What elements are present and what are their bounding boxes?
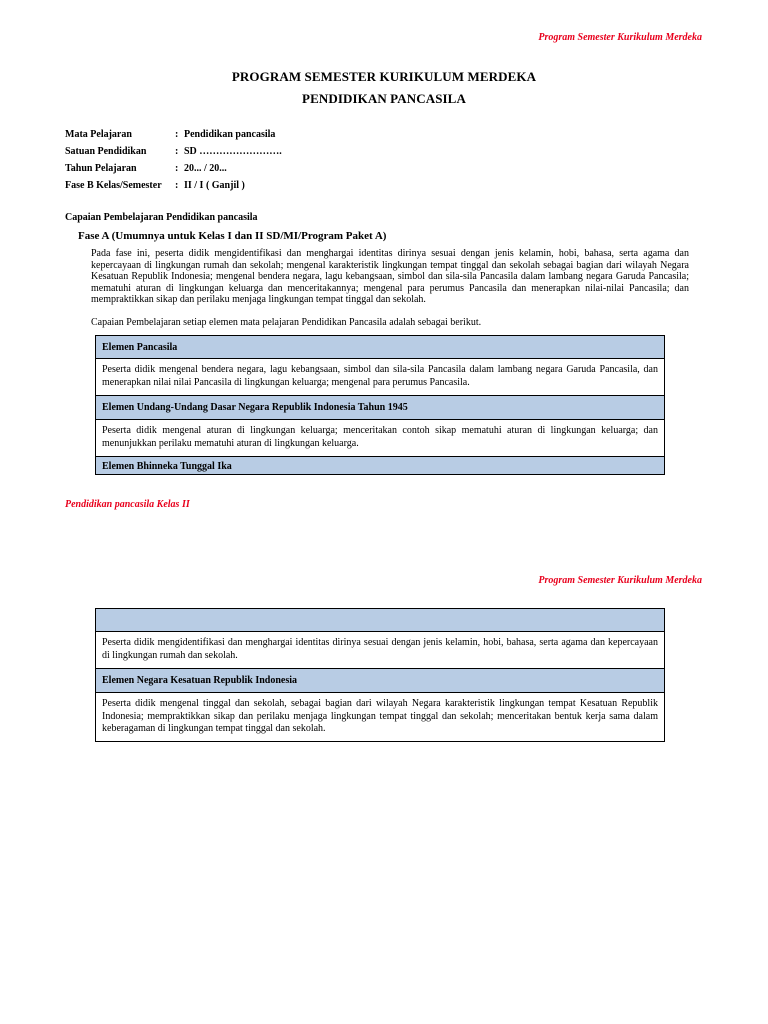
info-row-tahun-pelajaran bbox=[65, 160, 282, 177]
document-page-2 bbox=[0, 540, 768, 1024]
info-block bbox=[65, 126, 282, 194]
document-title: PROGRAM SEMESTER KURIKULUM MERDEKA bbox=[231, 69, 537, 84]
elements-intro-paragraph: Capaian Pembelajaran setiap elemen mata pelajaran Pendidikan Pancasila adalah sebagai berikut. bbox=[91, 317, 482, 328]
table-header-elemen-pancasila: Elemen Pancasila bbox=[96, 336, 664, 359]
fase-heading: Fase A (Umumnya untuk Kelas I dan II SD/MI/Program Paket A) bbox=[78, 230, 387, 242]
elements-table bbox=[95, 335, 665, 475]
table-header-elemen-nkri: Elemen Negara Kesatuan Republik Indonesia bbox=[96, 669, 664, 693]
document-subtitle: PENDIDIKAN PANCASILA bbox=[302, 91, 466, 106]
info-value: Pendidikan pancasila bbox=[184, 129, 276, 140]
info-label: Fase B Kelas/Semester bbox=[65, 180, 162, 191]
info-row-mata-pelajaran bbox=[65, 126, 282, 143]
info-value: 20... / 20... bbox=[184, 163, 227, 174]
table-header-elemen-uud-1945: Elemen Undang-Undang Dasar Negara Republik Indonesia Tahun 1945 bbox=[96, 396, 664, 420]
info-colon: : bbox=[175, 129, 179, 140]
capaian-heading: Capaian Pembelajaran Pendidikan pancasila bbox=[65, 212, 258, 223]
info-row-satuan-pendidikan bbox=[65, 143, 282, 160]
info-row-fase-kelas-semester bbox=[65, 177, 282, 194]
info-label: Tahun Pelajaran bbox=[65, 163, 137, 174]
info-value: SD ……………………. bbox=[184, 146, 282, 157]
running-header: Program Semester Kurikulum Merdeka bbox=[538, 32, 702, 43]
info-colon: : bbox=[175, 163, 179, 174]
info-label: Satuan Pendidikan bbox=[65, 146, 147, 157]
running-header: Program Semester Kurikulum Merdeka bbox=[538, 575, 702, 586]
info-value: II / I ( Ganjil ) bbox=[184, 180, 245, 191]
table-cell-elemen-nkri: Peserta didik mengenal tinggal dan sekolah, sebagai bagian dari wilayah Negara karakteristik lingkungan tempat Kesatuan Republik Indonesia; mempraktikkan sikap dan perilaku menjaga lingkungan tempat tinggal dan sekolah; menceritakan bentuk kerja sama dalam keberagaman di lingkungan tempat tinggal dan sekolah. bbox=[102, 698, 658, 735]
info-colon: : bbox=[175, 146, 179, 157]
table-cell-elemen-pancasila: Peserta didik mengenal bendera negara, lagu kebangsaan, simbol dan sila-sila Pancasila dalam lambang negara Garuda Pancasila, dan menerapkan nilai nilai Pancasila di lingkungan keluarga; mengenal para perumus Pancasila. bbox=[96, 359, 664, 396]
table-header-elemen-bhinneka: Elemen Bhinneka Tunggal Ika bbox=[96, 457, 664, 475]
elements-table-continued bbox=[95, 608, 665, 742]
table-cell-elemen-bhinneka: Peserta didik mengidentifikasi dan menghargai identitas dirinya sesuai dengan jenis kelamin, hobi, bahasa, serta agama dan kepercayaan di lingkungan rumah dan sekolah. bbox=[96, 632, 664, 669]
table-cell-elemen-uud-1945: Peserta didik mengenal aturan di lingkungan keluarga; menceritakan contoh sikap mematuhi aturan di lingkungan keluarga; dan menunjukkan perilaku mematuhi aturan di lingkungan keluarga. bbox=[96, 420, 664, 457]
fase-description-paragraph: Pada fase ini, peserta didik mengidentifikasi dan menghargai identitas dirinya sesuai dengan jenis kelamin, hobi, bahasa, serta agama dan kepercayaan di lingkungan rumah dan sekolah; mengenal karakteristik lingkungan tempat tinggal dan sekolah sebagai bagian dari wilayah Negara Kesatuan Republik Indonesia; mengenal bendera negara, lagu kebangsaan, simbol dan sila-sila Pancasila dalam lambang negara Garuda Pancasila; mematuhi aturan di lingkungan keluarga dan menceritakannya; mengenal para perumus Pancasila dan menerapkan nilai-nilai Pancasila; dan mempraktikkan sikap dan perilaku menjaga lingkungan tempat tinggal dan sekolah. bbox=[91, 248, 689, 306]
running-footer: Pendidikan pancasila Kelas II bbox=[65, 499, 190, 510]
table-header-continued bbox=[96, 609, 664, 632]
info-label: Mata Pelajaran bbox=[65, 129, 132, 140]
info-colon: : bbox=[175, 180, 179, 191]
